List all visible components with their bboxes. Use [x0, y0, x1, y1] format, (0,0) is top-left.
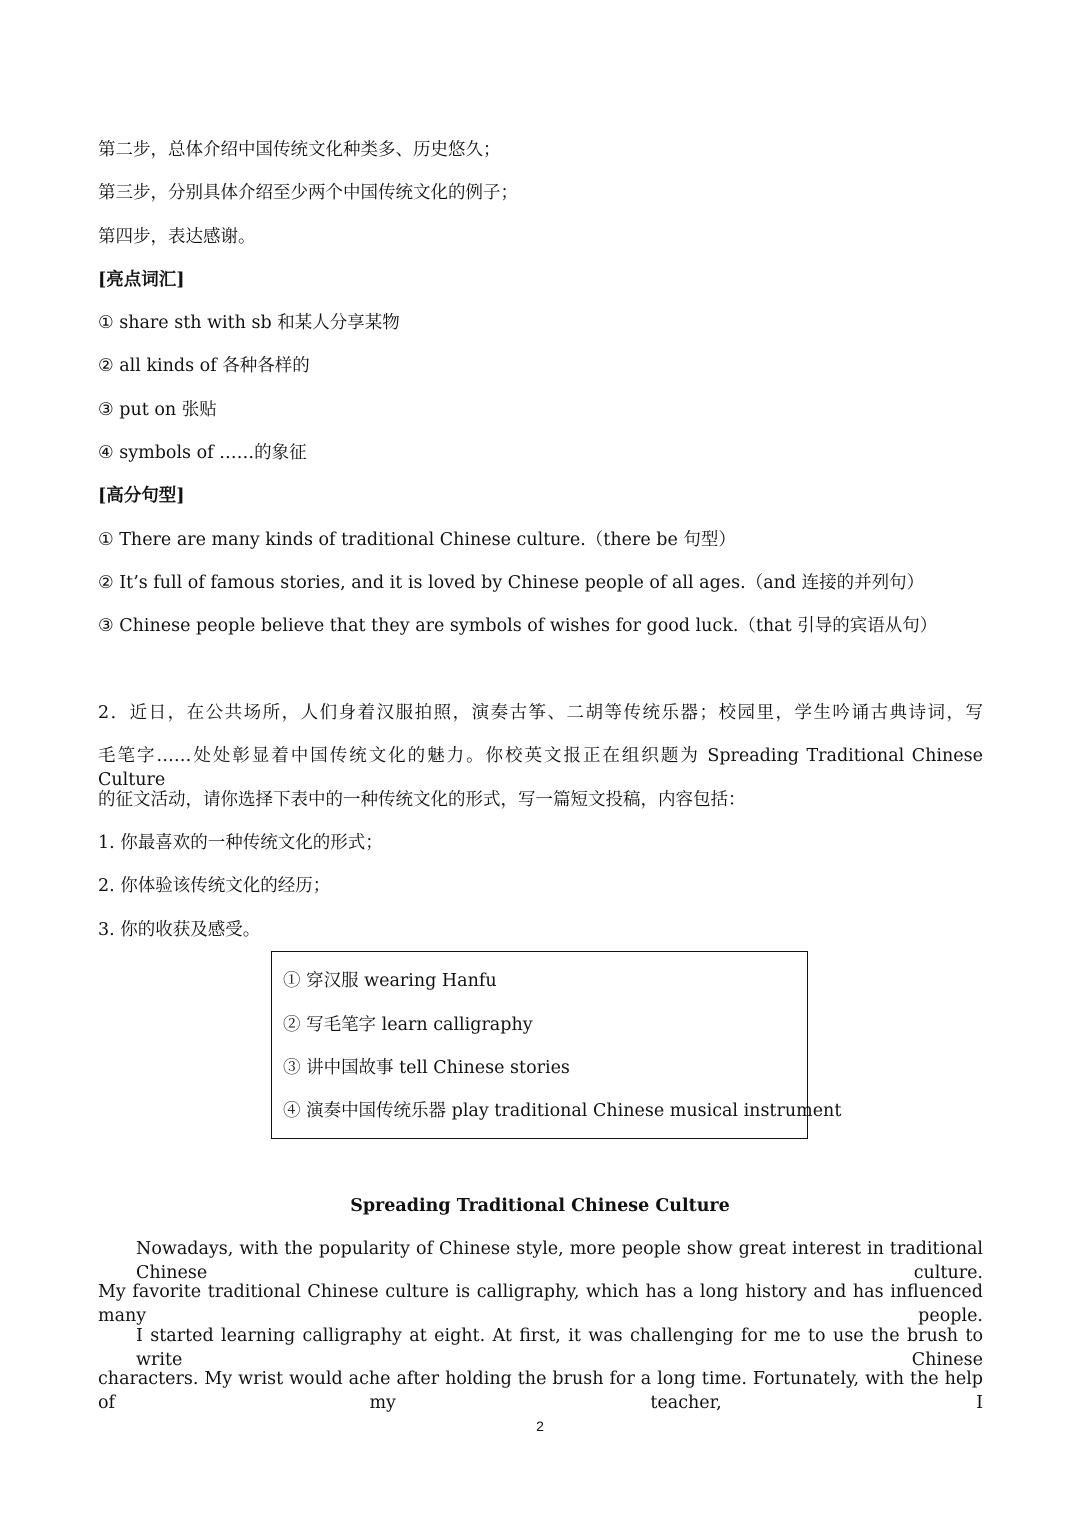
essay-title: Spreading Traditional Chinese Culture [350, 1196, 730, 1216]
step-4-line: 第四步，表达感谢。 [98, 227, 256, 247]
sentence-item: ① There are many kinds of traditional Chinese culture.（there be 句型） [98, 530, 736, 550]
requirement-item: 1. 你最喜欢的一种传统文化的形式； [98, 833, 383, 853]
requirement-item: 2. 你体验该传统文化的经历； [98, 876, 331, 896]
essay-line: Nowadays, with the popularity of Chinese style, more people show great interest in traditional Chinese culture. [136, 1239, 983, 1283]
question-line: 毛笔字……处处彰显着中国传统文化的魅力。你校英文报正在组织题为 Spreading Traditional Chinese Culture [98, 746, 983, 790]
essay-line: My favorite traditional Chinese culture is calligraphy, which has a long history and has influenced many people. [98, 1282, 983, 1326]
vocab-item: ④ symbols of ……的象征 [98, 443, 307, 463]
question-line: 2．近日，在公共场所，人们身着汉服拍照，演奏古筝、二胡等传统乐器；校园里，学生吟诵古典诗词，写 [98, 703, 983, 723]
vocab-item: ② all kinds of 各种各样的 [98, 356, 310, 376]
option-item: ① 穿汉服 wearing Hanfu [283, 971, 497, 991]
step-3-line: 第三步，分别具体介绍至少两个中国传统文化的例子； [98, 183, 518, 203]
requirement-item: 3. 你的收获及感受。 [98, 920, 261, 940]
vocab-item: ① share sth with sb 和某人分享某物 [98, 313, 400, 333]
option-item: ③ 讲中国故事 tell Chinese stories [283, 1058, 570, 1078]
vocab-item: ③ put on 张贴 [98, 400, 217, 420]
sentence-item: ② It’s full of famous stories, and it is loved by Chinese people of all ages.（and 连接的并列句） [98, 573, 925, 593]
page-number: 2 [536, 1418, 544, 1434]
sentence-item: ③ Chinese people believe that they are symbols of wishes for good luck.（that 引导的宾语从句） [98, 616, 938, 636]
option-item: ② 写毛笔字 learn calligraphy [283, 1015, 533, 1035]
question-line: 的征文活动，请你选择下表中的一种传统文化的形式，写一篇短文投稿，内容包括： [98, 790, 746, 810]
sentences-heading: [高分句型] [98, 486, 185, 506]
essay-line: characters. My wrist would ache after holding the brush for a long time. Fortunately, with the help of my teacher, I [98, 1369, 983, 1413]
vocab-heading: [亮点词汇] [98, 270, 185, 290]
options-box [271, 951, 842, 1139]
step-2-line: 第二步，总体介绍中国传统文化种类多、历史悠久； [98, 140, 501, 160]
option-item: ④ 演奏中国传统乐器 play traditional Chinese musical instrument [283, 1101, 842, 1121]
essay-line: I started learning calligraphy at eight. At first, it was challenging for me to use the brush to write Chinese [136, 1326, 983, 1370]
